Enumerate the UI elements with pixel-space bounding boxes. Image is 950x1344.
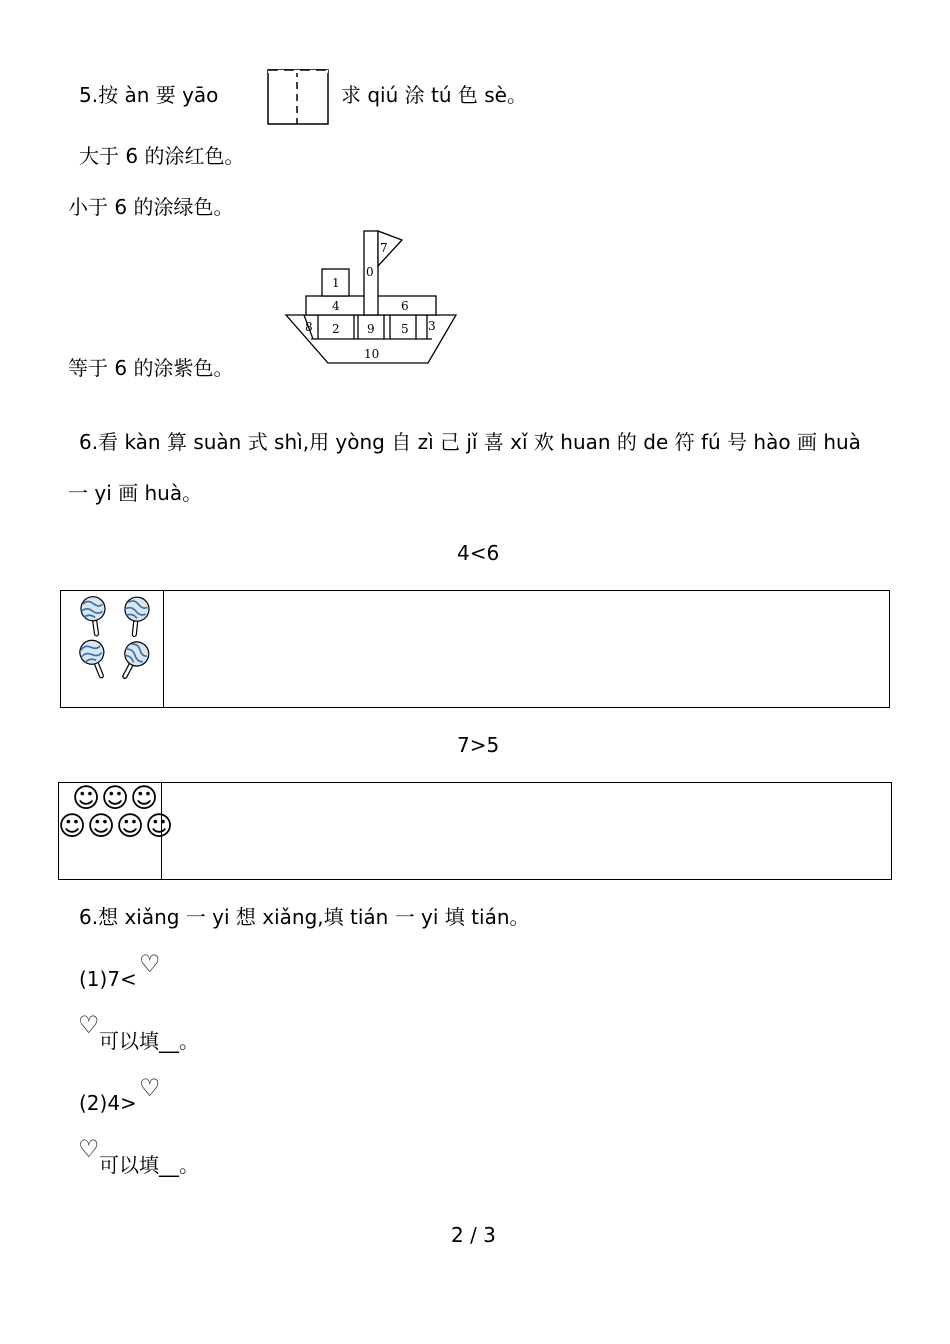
q7-part2-expression: (2)4> [79,1091,137,1115]
lollipop-icon [76,637,113,683]
boat-coloring-figure [280,226,462,368]
boat-num-mast: 0 [366,265,374,279]
boat-num-hull-5: 3 [428,319,436,333]
smiley-icon: ☺ [101,783,130,814]
boat-num-hull-3: 9 [367,322,375,336]
smiley-icon: ☺ [116,811,145,842]
heart-icon: ♡ [139,950,161,978]
boat-num-bottom: 10 [364,347,380,361]
boat-num-hull-2: 2 [332,322,340,336]
lollipops-picture [73,595,157,685]
expression-4-less-6: 4<6 [457,541,500,565]
boat-num-cabin: 1 [332,276,340,290]
q5-line1-end: 求 qiú 涂 tú 色 sè。 [341,83,527,107]
heart-icon: ♡ [78,1135,100,1163]
lollipop-icon [122,596,150,638]
rule-green: 小于 6 的涂绿色。 [68,195,234,219]
drawing-box-2 [58,782,892,880]
lollipop-icon [113,638,153,684]
q7-title: 6.想 xiǎng 一 yi 想 xiǎng,填 tián 一 yi 填 tián。 [79,905,530,929]
heart-icon: ♡ [139,1074,161,1102]
drawing-box-1 [60,590,890,708]
rule-red: 大于 6 的涂红色。 [79,144,245,168]
smiley-icon: ☺ [130,783,159,814]
boat-num-hull-4: 5 [401,322,409,336]
q7-part2-fill: 可以填__。 [99,1153,199,1177]
q7-part1-expression: (1)7< [79,967,137,991]
smiley-icon: ☺ [72,783,101,814]
rule-purple: 等于 6 的涂紫色。 [68,356,234,380]
smiley-icon: ☺ [58,811,87,842]
dashed-rectangle-icon [266,68,330,126]
boat-num-flag: 7 [380,241,388,255]
boat-num-deck-right: 6 [401,299,409,313]
cell-divider [163,591,164,707]
boat-num-hull-1: 8 [305,320,313,334]
q5-line1-start: 5.按 àn 要 yāo [79,83,219,107]
smiley-icon: ☺ [87,811,116,842]
heart-icon: ♡ [78,1011,100,1039]
expression-7-greater-5: 7>5 [457,733,500,757]
q7-part1-fill: 可以填__。 [99,1029,199,1053]
boat-num-deck-left: 4 [332,299,340,313]
q6-instruction-line1: 6.看 kàn 算 suàn 式 shì,用 yòng 自 zì 己 jǐ 喜 xǐ 欢 huan 的 de 符 fú 号 hào 画 huà [79,430,861,454]
page-number: 2 / 3 [451,1223,496,1247]
lollipop-icon [79,595,108,637]
q6-instruction-line2: 一 yi 画 huà。 [68,481,203,505]
smiley-icon: ☺ [145,811,174,842]
